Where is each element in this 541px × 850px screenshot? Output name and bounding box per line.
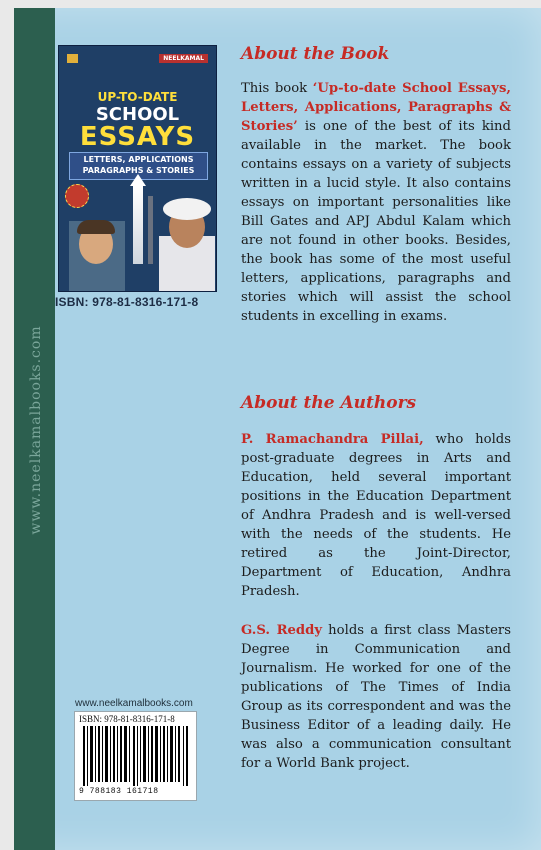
about-authors-heading: About the Authors	[241, 393, 417, 413]
publisher-logo-icon	[67, 54, 78, 63]
spine-url-text: www.neelkamalbooks.com	[28, 325, 44, 535]
barcode-isbn: ISBN: 978-81-8316-171-8	[79, 714, 175, 724]
about-book-paragraph	[241, 79, 511, 326]
launch-tower-illustration	[148, 196, 153, 264]
book-title-highlight: ‘Up-to-date School Essays, Letters, Applications, Paragraphs & Stories’	[241, 81, 511, 134]
isbn-label: ISBN: 978-81-8316-171-8	[55, 295, 199, 309]
cover-title-line1: UP-TO-DATE	[97, 90, 178, 104]
person-hair-left	[77, 220, 115, 234]
cover-title-line2: SCHOOL	[95, 104, 180, 125]
about-book-heading: About the Book	[241, 44, 390, 64]
about-book-body: is one of the best of its kind available in the market. The book contains essays on a variety of subjects written in a lucid style. It also contains essays on important personalities like Bill Gates and APJ Abdul Kalam which are not found in other books. Besides, the book has some of the most useful letters, applications, paragraphs and stories which will assist the school students in excelling in exams.	[241, 119, 511, 324]
cover-title-line3: ESSAYS	[79, 122, 196, 152]
barcode-number: 9 788183 161718	[79, 787, 159, 796]
author2-bio: holds a first class Masters Degree in Communication and Journalism. He worked for one of the publications of The Times of India Group as its correspondent and was the Business Editor of a leading daily. He was also a communication consultant for a World Bank project.	[241, 623, 511, 771]
cover-subtitle-line1: LETTERS, APPLICATIONS	[83, 155, 194, 164]
barcode-url: www.neelkamalbooks.com	[75, 698, 193, 709]
front-cover-thumbnail	[58, 45, 217, 292]
cover-subtitle-line2: PARAGRAPHS & STORIES	[82, 166, 195, 175]
author2-paragraph	[241, 621, 511, 773]
barcode-icon	[83, 726, 189, 786]
about-book-lead: This book	[241, 81, 313, 96]
cover-badge-icon	[65, 184, 89, 208]
author2-name: G.S. Reddy	[241, 623, 323, 638]
author1-name: P. Ramachandra Pillai,	[241, 432, 424, 447]
barcode-label	[74, 711, 197, 801]
rocket-illustration	[133, 186, 143, 264]
author1-bio: who holds post-graduate degrees in Arts and Education, held several important positions in the Education Department of Andhra Pradesh and is well-versed with the needs of the students. He retired as the Joint-Director, Department of Education, Andhra Pradesh.	[241, 432, 511, 599]
person-hair-right	[163, 198, 211, 220]
publisher-name: NEELKAMAL	[159, 54, 208, 63]
author1-paragraph	[241, 430, 511, 601]
